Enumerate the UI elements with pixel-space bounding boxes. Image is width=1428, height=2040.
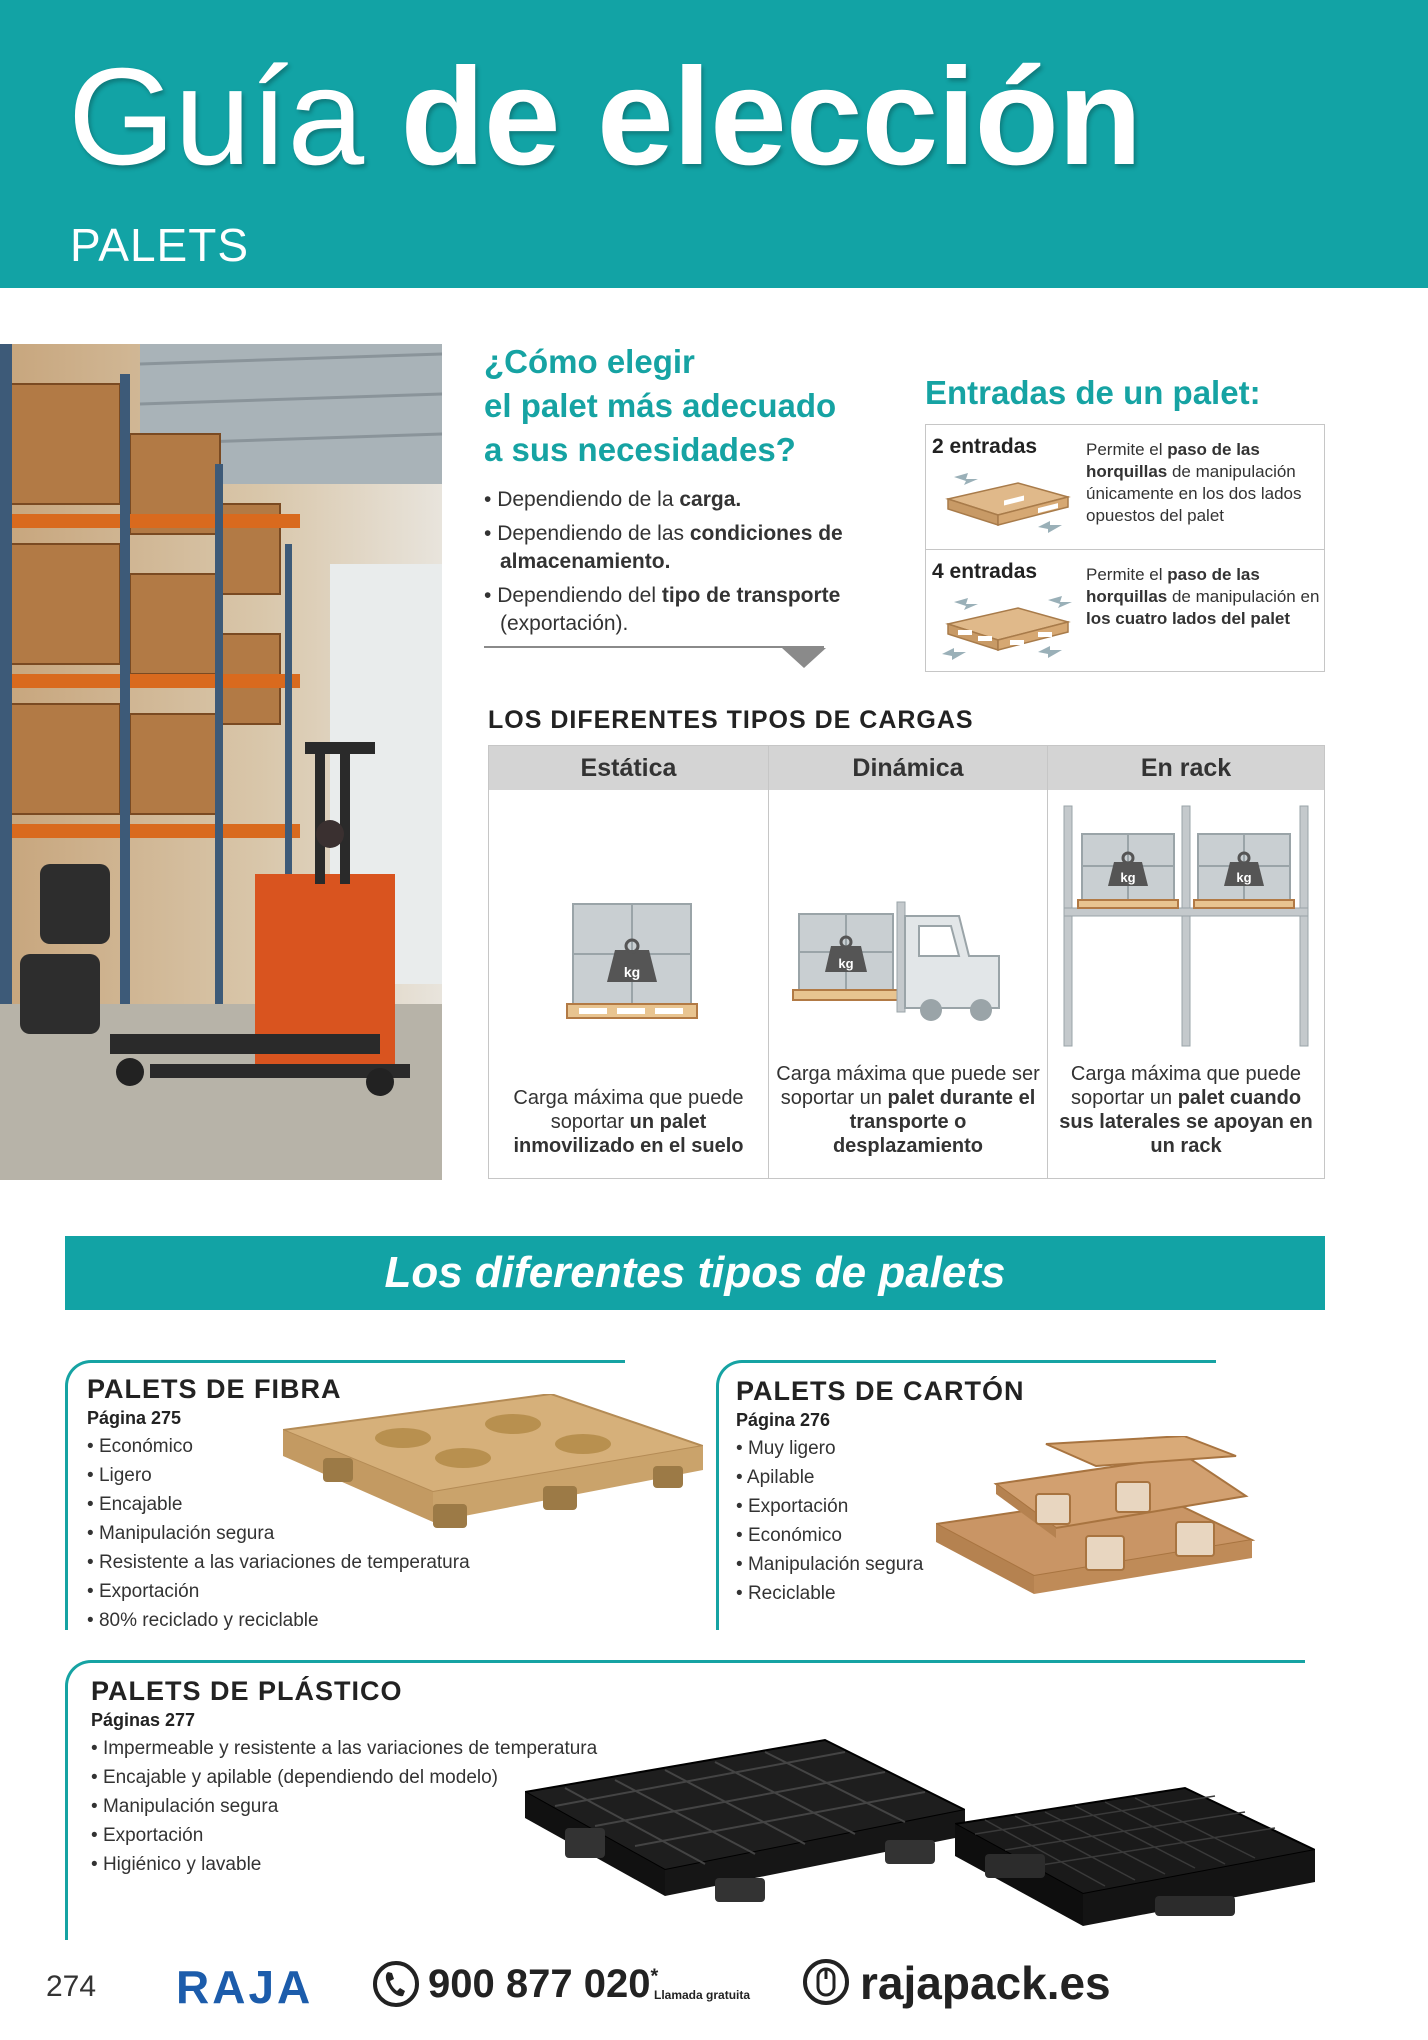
static-load-icon: [489, 796, 768, 1056]
phone-number[interactable]: [428, 1962, 658, 2007]
cargas-col-text: [775, 1062, 1041, 1158]
choose-heading-line: ¿Cómo elegir: [484, 343, 695, 380]
pallet-4-entries-icon: [938, 594, 1078, 669]
section-banner: [65, 1236, 1325, 1310]
plastic-pallet-image-1: [525, 1700, 965, 1925]
cargas-col-head: Dinámica: [769, 746, 1047, 790]
feature-item: • Muy ligero: [736, 1434, 923, 1463]
choose-section: [484, 340, 884, 644]
page-subtitle: PALETS: [70, 219, 249, 271]
choose-heading-line: el palet más adecuado: [484, 387, 837, 424]
choose-item: [484, 486, 884, 514]
desc-bold: paso de las horquillas: [1086, 440, 1260, 481]
feature-item: • Manipulación segura: [736, 1550, 923, 1579]
choose-item-bold: tipo de transporte: [661, 584, 841, 607]
rack-load-icon: [1048, 796, 1324, 1056]
cargas-col-dinamica: [768, 746, 1047, 1178]
page-header: [0, 0, 1428, 288]
weight-label: kg: [838, 956, 854, 971]
cargas-col-head: Estática: [489, 746, 768, 790]
choose-item-text: Dependiendo del: [497, 584, 662, 607]
product-title: PALETS DE FIBRA: [87, 1374, 342, 1404]
cargas-col-text: [1054, 1062, 1318, 1158]
choose-item-text: Dependiendo de la: [497, 488, 680, 511]
title-bold: de elección: [400, 40, 1142, 194]
feature-item: • 80% reciclado y reciclable: [87, 1606, 470, 1635]
title-light: Guía: [68, 40, 364, 194]
phone-number-text: 900 877 020: [428, 1962, 651, 2006]
arrow-down-icon: [782, 648, 826, 668]
feature-item: • Ligero: [87, 1461, 470, 1490]
feature-item: • Resistente a las variaciones de temperatura: [87, 1548, 470, 1577]
choose-divider: [484, 646, 824, 648]
cargas-text-plain: Carga máxima que puede ser soportar un: [776, 1063, 1040, 1109]
feature-item: • Exportación: [87, 1577, 470, 1606]
choose-item: [484, 520, 884, 576]
entradas-desc: [1086, 439, 1322, 527]
feature-item: • Impermeable y resistente a las variaciones de temperatura: [91, 1734, 597, 1763]
desc-text: de manipulación en: [1167, 587, 1320, 606]
cargas-text-bold: un palet inmovilizado en el suelo: [513, 1111, 744, 1157]
product-page-link[interactable]: Página 275: [87, 1408, 182, 1428]
entradas-label: 4 entradas: [932, 560, 1038, 583]
desc-text: de manipulación únicamente en los dos lados opuestos del palet: [1086, 462, 1302, 525]
desc-text: Permite el: [1086, 440, 1168, 459]
phone-icon: [372, 1960, 420, 2013]
weight-label: kg: [1236, 870, 1252, 885]
product-fibra: [65, 1360, 705, 1650]
cargas-text-plain: Carga máxima que puede soportar: [513, 1087, 744, 1133]
entradas-row-2: [926, 425, 1324, 549]
cargas-col-estatica: [489, 746, 768, 1178]
weight-label: kg: [1120, 870, 1136, 885]
choose-item-text: (exportación).: [500, 612, 629, 635]
entradas-row-4: [926, 549, 1324, 673]
cargas-table: [488, 745, 1325, 1179]
cargas-text-bold: palet durante el transporte o desplazamiento: [832, 1087, 1036, 1157]
pallet-2-entries-icon: [938, 469, 1078, 544]
choose-heading: [484, 340, 884, 472]
cardboard-pallet-image: [936, 1436, 1328, 1627]
choose-list: [484, 486, 884, 638]
product-features: [736, 1434, 923, 1608]
feature-item: • Económico: [87, 1432, 470, 1461]
brand-logo: RAJA: [176, 1961, 314, 2013]
desc-text: Permite el: [1086, 565, 1168, 584]
phone-footnote-mark: *: [650, 1965, 659, 1988]
cargas-col-head: En rack: [1048, 746, 1324, 790]
plastic-pallet-image-2: [955, 1770, 1315, 1945]
choose-item-bold: condiciones de almacenamiento.: [500, 522, 843, 573]
product-page-link[interactable]: Páginas 277: [91, 1710, 196, 1730]
entradas-box: [925, 424, 1325, 672]
feature-item: • Higiénico y lavable: [91, 1850, 597, 1879]
product-title: PALETS DE CARTÓN: [736, 1376, 1025, 1406]
choose-heading-line: a sus necesidades?: [484, 431, 796, 468]
desc-bold: paso de las horquillas: [1086, 565, 1260, 606]
feature-item: • Encajable y apilable (dependiendo del modelo): [91, 1763, 597, 1792]
cargas-col-text: [495, 1086, 762, 1158]
feature-item: • Manipulación segura: [91, 1792, 597, 1821]
warehouse-photo: [0, 344, 442, 1180]
page-title: [68, 40, 1142, 194]
feature-item: • Exportación: [91, 1821, 597, 1850]
product-plastico: [65, 1660, 1385, 1950]
cargas-text-bold: palet cuando sus laterales se apoyan en un rack: [1059, 1087, 1313, 1157]
product-title: PALETS DE PLÁSTICO: [91, 1676, 403, 1706]
product-carton: [716, 1360, 1328, 1630]
section-banner-title: Los diferentes tipos de palets: [384, 1248, 1006, 1297]
feature-item: • Encajable: [87, 1490, 470, 1519]
feature-item: • Económico: [736, 1521, 923, 1550]
feature-item: • Reciclable: [736, 1579, 923, 1608]
entradas-desc: [1086, 564, 1322, 630]
choose-item-bold: carga.: [679, 488, 742, 511]
free-call-note: Llamada gratuita: [654, 1988, 751, 2002]
product-features: [91, 1734, 597, 1879]
entradas-label: 2 entradas: [932, 435, 1038, 458]
cargas-text-plain: Carga máxima que puede soportar un: [1070, 1063, 1302, 1109]
entradas-title: Entradas de un palet:: [925, 374, 1261, 411]
choose-item-text: Dependiendo de las: [497, 522, 690, 545]
product-page-link[interactable]: Página 276: [736, 1410, 831, 1430]
fiber-pallet-image: [283, 1394, 703, 1539]
website-link[interactable]: rajapack.es: [860, 1957, 1111, 2009]
forklift-load-icon: [769, 796, 1047, 1056]
cargas-title: LOS DIFERENTES TIPOS DE CARGAS: [488, 706, 974, 734]
feature-item: • Exportación: [736, 1492, 923, 1521]
choose-item: [484, 582, 884, 638]
weight-label: kg: [623, 964, 641, 980]
cargas-col-rack: [1047, 746, 1324, 1178]
feature-item: • Apilable: [736, 1463, 923, 1492]
page-number: 274: [46, 1970, 97, 2003]
feature-item: • Manipulación segura: [87, 1519, 470, 1548]
mouse-icon: [802, 1958, 850, 2011]
desc-bold: los cuatro lados del palet: [1086, 609, 1291, 628]
